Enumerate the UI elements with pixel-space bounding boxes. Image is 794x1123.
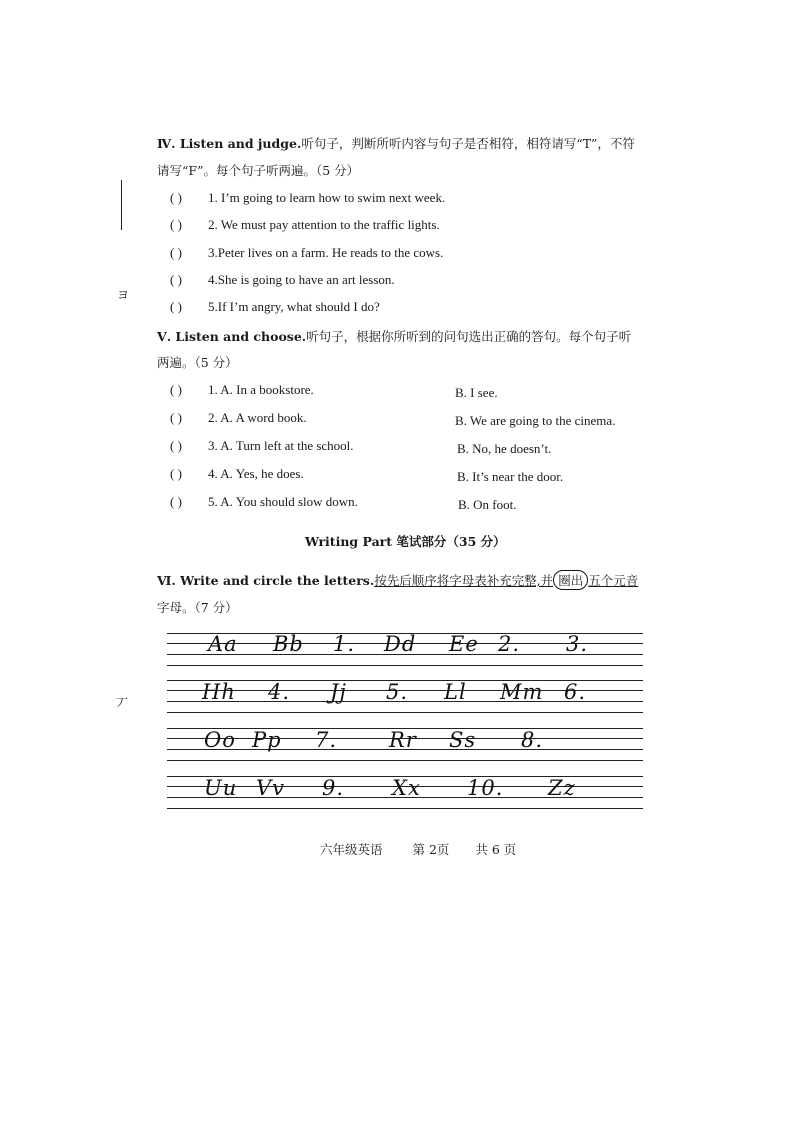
answer-blank[interactable]: ( ) <box>170 494 182 509</box>
letter-blank[interactable]: 10. <box>467 776 504 800</box>
letter-cell: Dd <box>384 632 417 656</box>
letter-cell: Vv <box>256 776 286 800</box>
answer-blank[interactable]: ( ) <box>170 438 182 453</box>
answer-blank[interactable]: ( ) <box>170 217 182 232</box>
letter-blank[interactable]: 6. <box>564 680 587 704</box>
answer-blank[interactable]: ( ) <box>170 272 182 287</box>
answer-blank[interactable]: ( ) <box>170 299 182 314</box>
list-item: ( ) 3.Peter lives on a farm. He reads to the cows. <box>170 245 444 260</box>
list-item: ( ) 4.She is going to have an art lesson. <box>170 272 395 287</box>
writing-part-title: Writing Part 笔试部分（35 分） <box>305 534 506 549</box>
letter-cell: Xx <box>392 776 421 800</box>
list-item: ( ) 2. We must pay attention to the traffic lights. <box>170 217 440 232</box>
answer-blank[interactable]: ( ) <box>170 410 182 425</box>
letter-cell: Ss <box>449 728 477 752</box>
letter-blank[interactable]: 4. <box>268 680 291 704</box>
section4-title-line2: 请写“F”。每个句子听两遍。（5 分） <box>157 163 360 178</box>
option-b: B. On foot. <box>458 497 517 512</box>
letter-blank[interactable]: 2. <box>498 632 521 656</box>
answer-blank[interactable]: ( ) <box>170 245 182 260</box>
letter-cell: Ll <box>444 680 467 704</box>
page-footer <box>320 840 516 858</box>
list-item: ( ) 5.If I’m angry, what should I do? <box>170 299 380 314</box>
letter-cell: Pp <box>252 728 282 752</box>
margin-mark: ヨ <box>117 288 130 302</box>
letter-cell: Hh <box>202 680 236 704</box>
letter-blank[interactable]: 8. <box>521 728 544 752</box>
circled-word: 圈出 <box>553 570 588 590</box>
section5-title: Ⅴ. Listen and choose.听句子，根据你所听到的问句选出正确的答句。每个句子听 <box>157 329 632 344</box>
section6-title-line2: 字母。（7 分） <box>157 600 238 615</box>
option-b: B. No, he doesn’t. <box>457 441 552 456</box>
letter-cell: Aa <box>208 632 238 656</box>
option-b: B. It’s near the door. <box>457 469 564 484</box>
margin-mark: 丆 <box>116 696 129 710</box>
letter-cell: Oo <box>204 728 236 752</box>
list-item: ( ) 5. A. You should slow down. <box>170 494 358 509</box>
option-b: B. We are going to the cinema. <box>455 413 616 428</box>
letter-blank[interactable]: 9. <box>322 776 345 800</box>
section6-title: Ⅵ. Write and circle the letters.按先后顺序将字母表补充完整,并 圈出 五个元音 <box>157 570 638 590</box>
letter-blank[interactable]: 3. <box>566 632 589 656</box>
letter-cell: Mm <box>500 680 544 704</box>
letter-cell: Bb <box>273 632 304 656</box>
footer-grade: 六年级英语 <box>320 842 383 857</box>
footer-page: 第 2页 <box>412 842 450 857</box>
margin-bracket <box>121 180 122 230</box>
answer-blank[interactable]: ( ) <box>170 382 182 397</box>
list-item: ( ) 2. A. A word book. <box>170 410 307 425</box>
option-b: B. I see. <box>455 385 498 400</box>
section4-title: Ⅳ. Listen and judge.听句子，判断所听内容与句子是否相符，相符请写“T”，不符 <box>157 136 635 151</box>
answer-blank[interactable]: ( ) <box>170 466 182 481</box>
list-item: ( ) 4. A. Yes, he does. <box>170 466 304 481</box>
letter-cell: Ee <box>449 632 479 656</box>
letter-cell: Jj <box>330 680 347 704</box>
list-item: ( ) 1. A. In a bookstore. <box>170 382 314 397</box>
list-item: ( ) 3. A. Turn left at the school. <box>170 438 354 453</box>
letter-cell: Uu <box>204 776 238 800</box>
letter-cell: Rr <box>389 728 417 752</box>
letter-blank[interactable]: 1. <box>333 632 356 656</box>
section5-title-line2: 两遍。（5 分） <box>157 355 238 370</box>
footer-total: 共 6 页 <box>475 842 517 857</box>
list-item: ( ) 1. I’m going to learn how to swim next week. <box>170 190 446 205</box>
letter-blank[interactable]: 7. <box>315 728 338 752</box>
answer-blank[interactable]: ( ) <box>170 190 182 205</box>
letter-blank[interactable]: 5. <box>386 680 409 704</box>
letter-cell: Zz <box>548 776 576 800</box>
